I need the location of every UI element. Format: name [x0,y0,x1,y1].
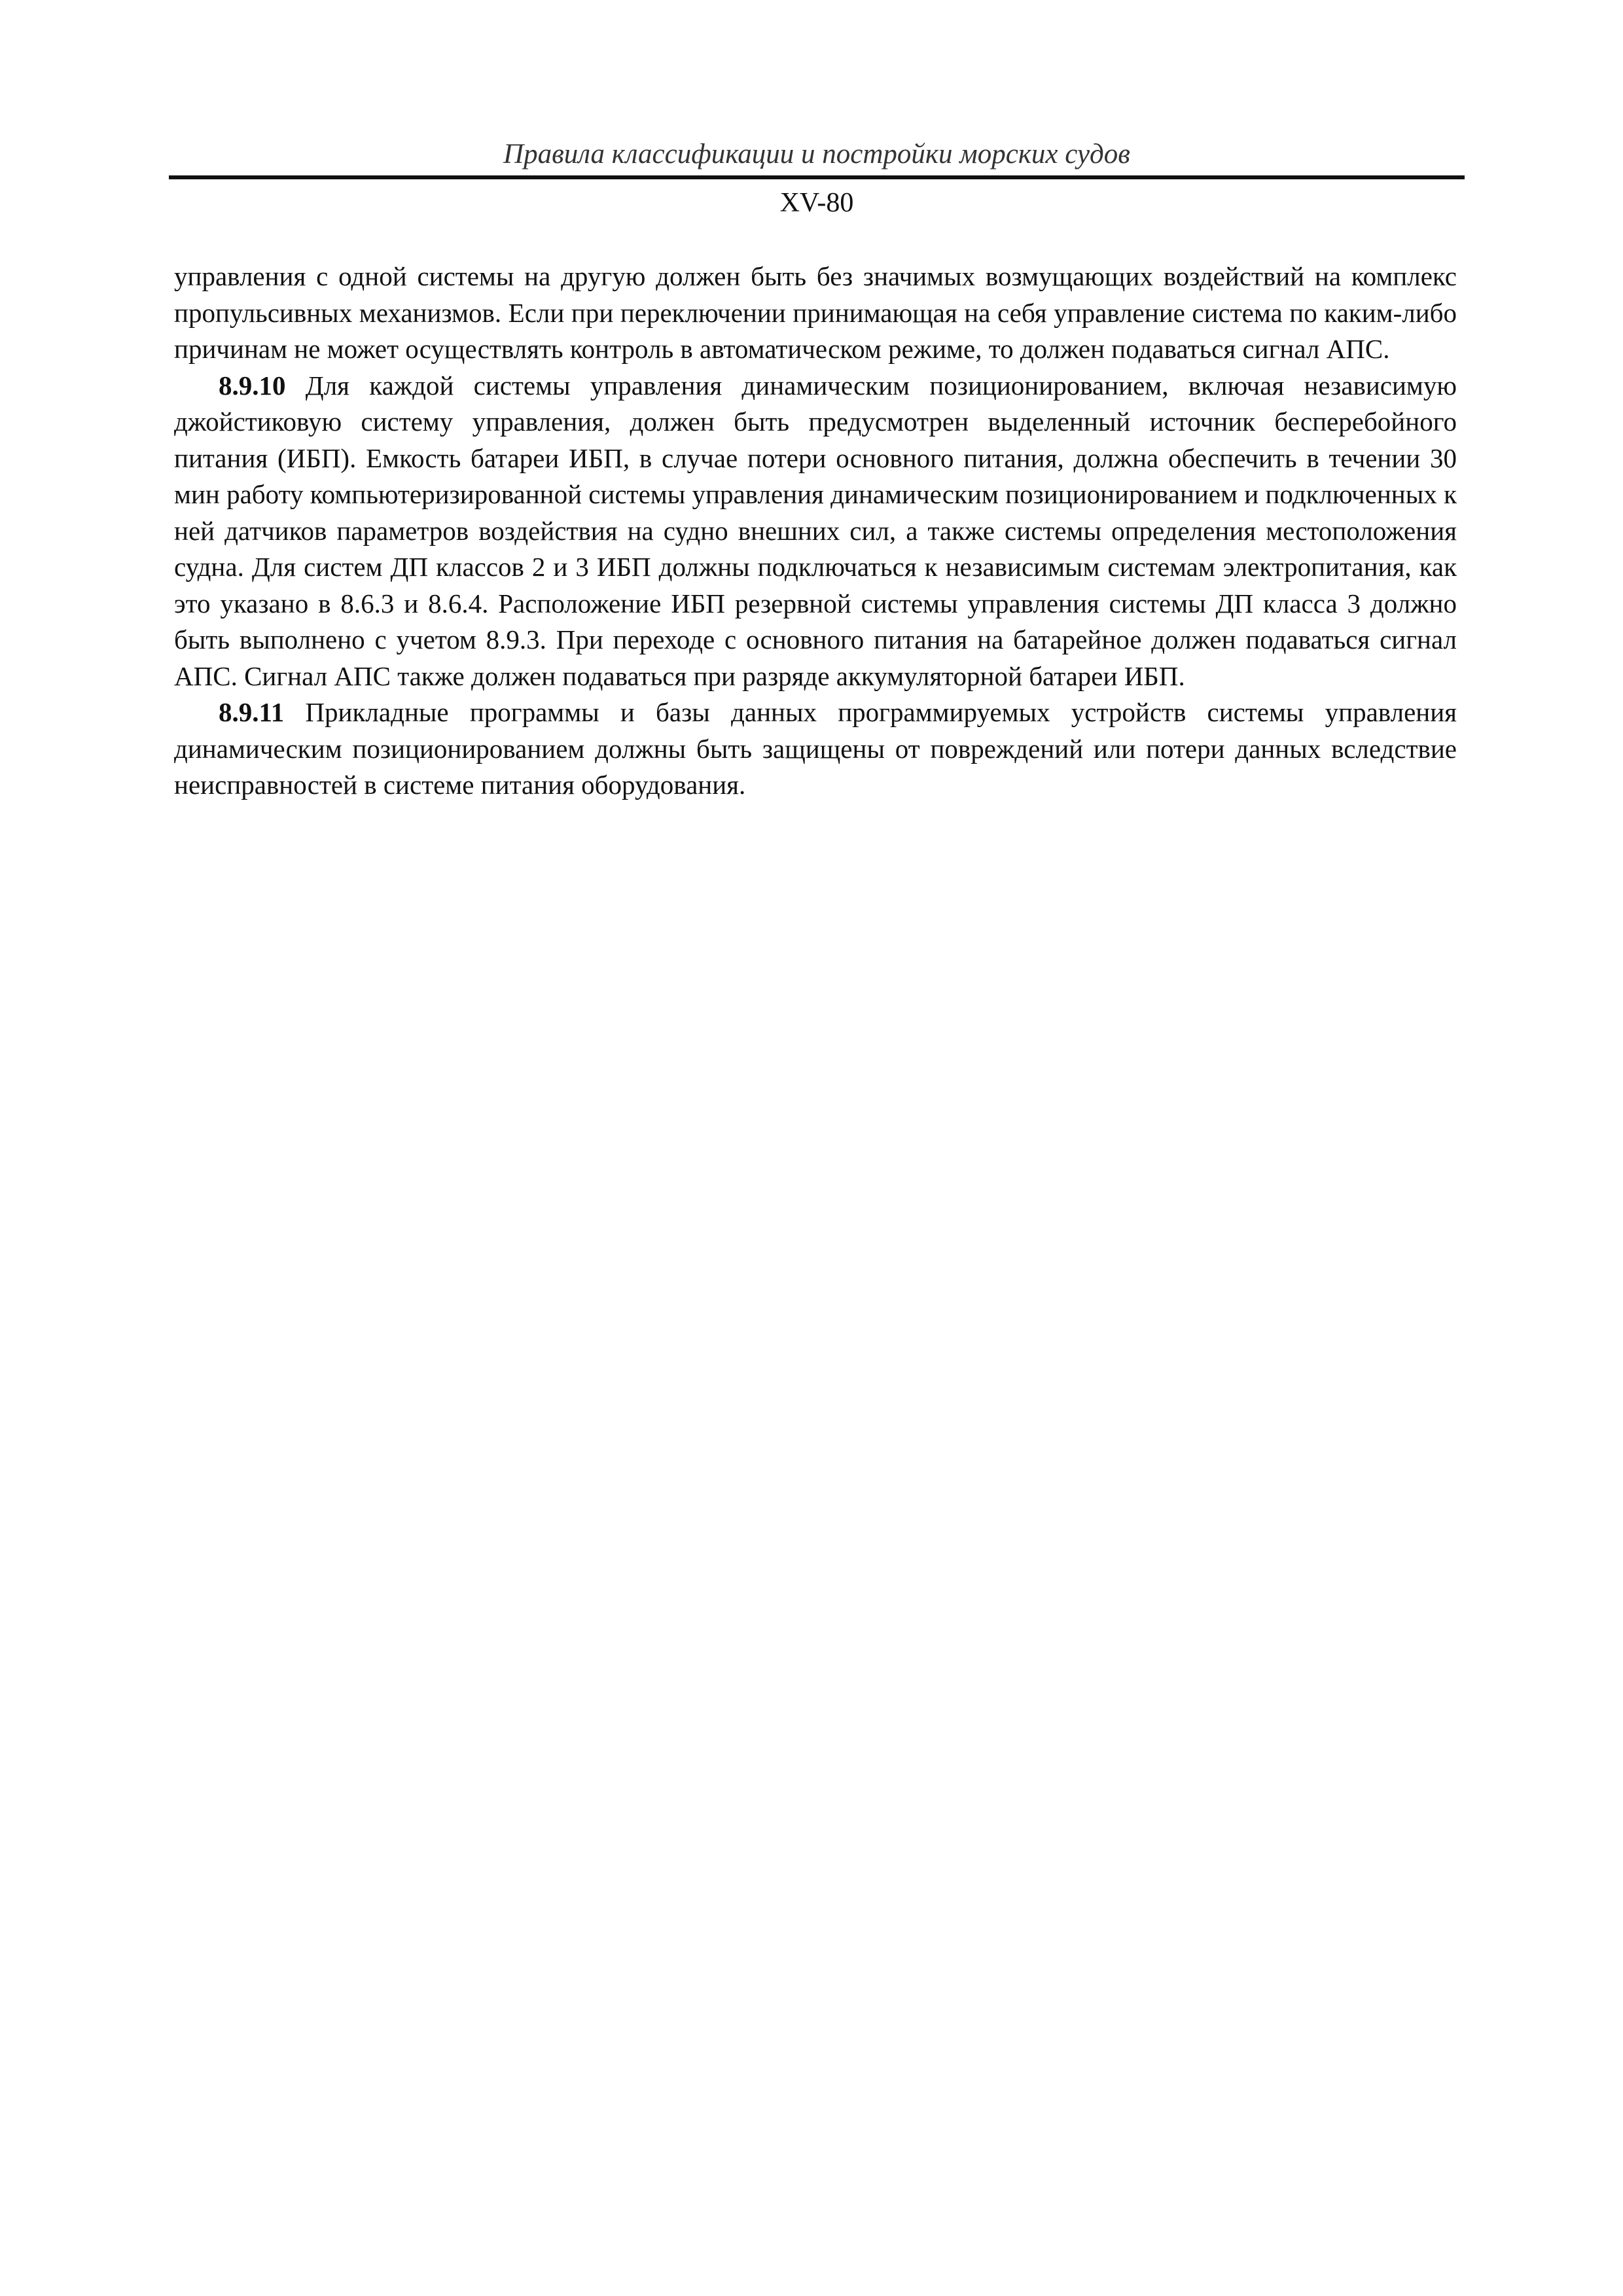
body-text [174,259,1457,804]
paragraph-text: Прикладные программы и базы данных программируемых устройств системы управления динамическим позиционированием должны быть защищены от повреждений или потери данных вследствие неисправностей в системе питания оборудования. [174,697,1457,800]
page-number: XV-80 [779,188,854,218]
paragraph-continuation [174,259,1457,368]
paragraph-text: Для каждой системы управления динамическим позиционированием, включая независимую джойстиковую систему управления, должен быть предусмотрен выделенный источник бесперебойного питания (ИБП). Емкость батареи ИБП, в случае потери основного питания, должна обеспечить в течении 30 мин работу компьютеризированной системы управления динамическим позиционированием и подключенных к ней датчиков параметров воздействия на судно внешних сил, а также системы определения местоположения судна. Для систем ДП классов 2 и 3 ИБП должны подключаться к независимым системам электропитания, как это указано в 8.6.3 и 8.6.4. Расположение ИБП резервной системы управления системы ДП класса 3 должно быть выполнено с учетом 8.9.3. При переходе с основного питания на батарейное должен подаваться сигнал АПС. Сигнал АПС также должен подаваться при разряде аккумуляторной батареи ИБП. [174,370,1457,691]
running-header: Правила классификации и постройки морских судов [503,139,1130,170]
paragraph-8-9-11 [174,694,1457,804]
header-rule [169,175,1465,179]
clause-number: 8.9.11 [219,697,285,727]
paragraph-text: управления с одной системы на другую должен быть без значимых возмущающих воздействий на комплекс пропульсивных механизмов. Если при переключении принимающая на себя управление система по каким-либо причинам не может осуществлять контроль в автоматическом режиме, то должен подаваться сигнал АПС. [174,261,1457,364]
paragraph-8-9-10 [174,368,1457,695]
clause-number: 8.9.10 [219,370,286,401]
